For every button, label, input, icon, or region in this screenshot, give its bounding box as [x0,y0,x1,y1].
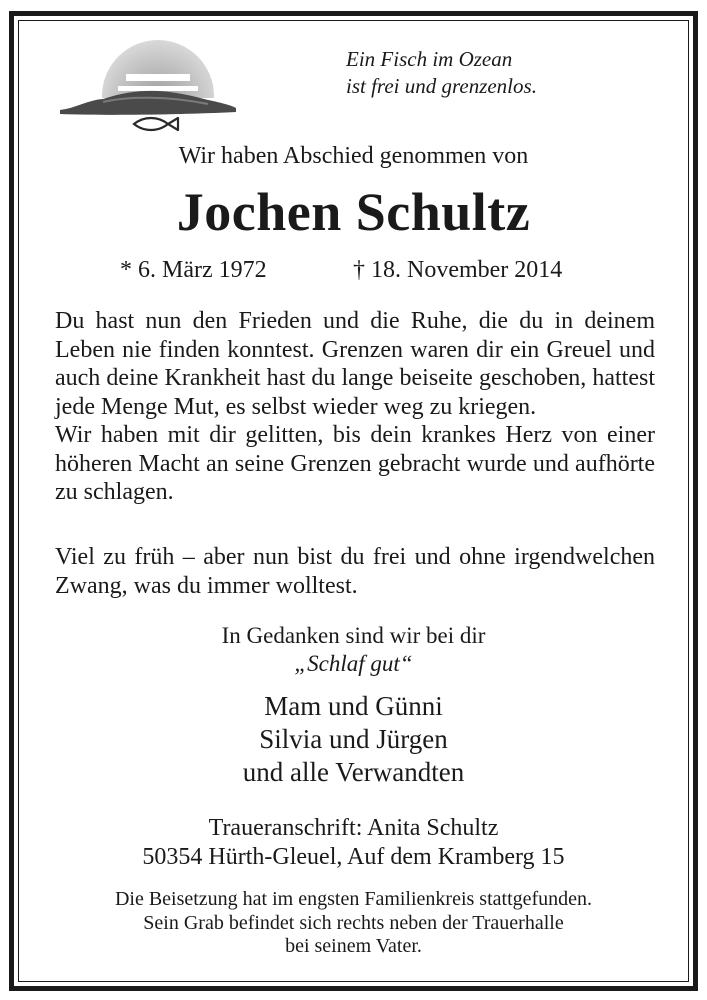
birth-date: * 6. März 1972 [120,257,267,283]
family-line-3: und alle Verwandten [242,757,465,787]
address-line-2: 50354 Hürth-Gleuel, Auf dem Kramberg 15 [142,844,565,870]
main-text [55,307,655,507]
burial-note [0,888,707,959]
paragraph-1: Du hast nun den Frieden und die Ruhe, die du in deinem Leben nie finden konntest. Grenzen waren dir ein Greuel und auch deine Krankheit hast du lange beiseite geschoben, hattest jede Menge Mut, es selbst wieder weg zu kriegen. [55,308,655,420]
motto [346,46,646,100]
motto-line-1: Ein Fisch im Ozean [346,47,513,71]
death-date: † 18. November 2014 [353,257,563,283]
motto-line-2: ist frei und grenzenlos. [346,74,537,98]
quote-line: „Schlaf gut“ [294,651,413,676]
mourning-address [0,814,707,872]
thoughts-line: In Gedanken sind wir bei dir [221,623,486,648]
closing-text [55,543,655,600]
paragraph-1b: Wir haben mit dir gelitten, bis dein krankes Herz von einer höheren Macht an seine Grenzen gebracht wurde und aufhörte zu schlagen. [55,422,655,505]
paragraph-2: Viel zu früh – aber nun bist du frei und ohne irgendwelchen Zwang, was du immer wolltest. [55,544,655,599]
address-line-1: Traueranschrift: Anita Schultz [208,815,499,841]
thoughts-block [0,622,707,678]
burial-line-3: bei seinem Vater. [285,935,422,957]
deceased-name: Jochen Schultz [176,182,531,242]
burial-line-1: Die Beisetzung hat im engsten Familienkreis stattgefunden. [114,888,593,910]
family-line-2: Silvia und Jürgen [259,724,448,754]
burial-line-2: Sein Grab befindet sich rechts neben der Trauerhalle [143,911,564,934]
sunset-island-fish-icon [58,36,238,138]
family-line-1: Mam und Günni [264,691,443,721]
family-signature [0,690,707,789]
intro-text: Wir haben Abschied genommen von [178,143,529,169]
